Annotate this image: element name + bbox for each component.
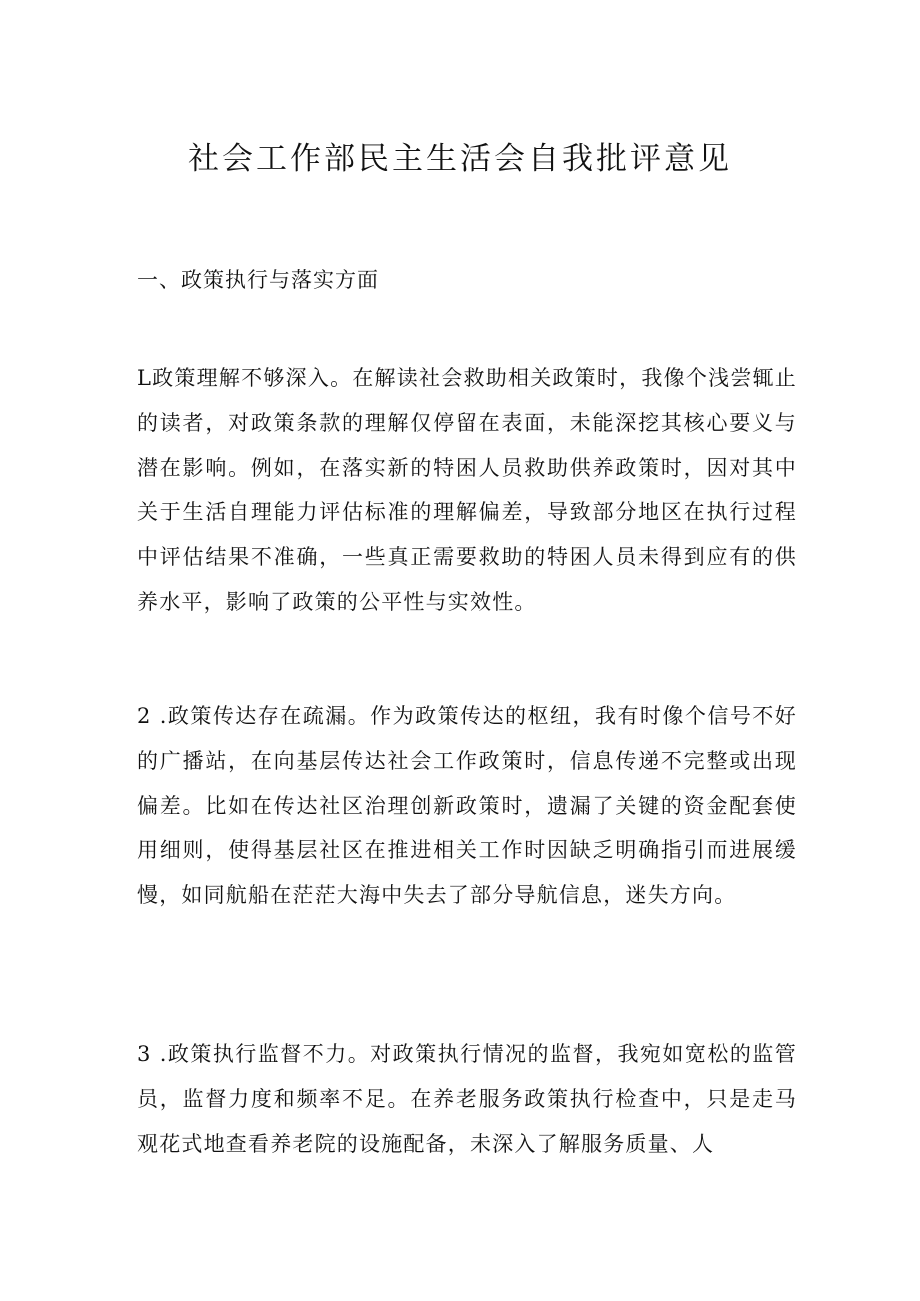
paragraph-3: 3 .政策执行监督不力。对政策执行情况的监督，我宛如宽松的监管员，监督力度和频率不足。在养老服务政策执行检查中，只是走马观花式地查看养老院的设施配备，未深入了解服务质量、人 (137, 1042, 797, 1156)
paragraph-2: 2 .政策传达存在疏漏。作为政策传达的枢纽，我有时像个信号不好的广播站，在向基层传达社会工作政策时，信息传递不完整或出现偏差。比如在传达社区治理创新政策时，遗漏了关键的资金配套使用细则，使得基层社区在推进相关工作时因缺乏明确指引而进展缓慢，如同航船在茫茫大海中失去了部分导航信息，迷失方向。 (137, 704, 797, 908)
section-heading: 一、政策执行与落实方面 (137, 268, 379, 292)
paragraph-1: L政策理解不够深入。在解读社会救助相关政策时，我像个浅尝辄止的读者，对政策条款的理解仅停留在表面，未能深挖其核心要义与潜在影响。例如，在落实新的特困人员救助供养政策时，因对其中关于生活自理能力评估标准的理解偏差，导致部分地区在执行过程中评估结果不准确，一些真正需要救助的特困人员未得到应有的供养水平，影响了政策的公平性与实效性。 (137, 366, 797, 614)
document-title: 社会工作部民主生活会自我批评意见 (188, 141, 732, 177)
